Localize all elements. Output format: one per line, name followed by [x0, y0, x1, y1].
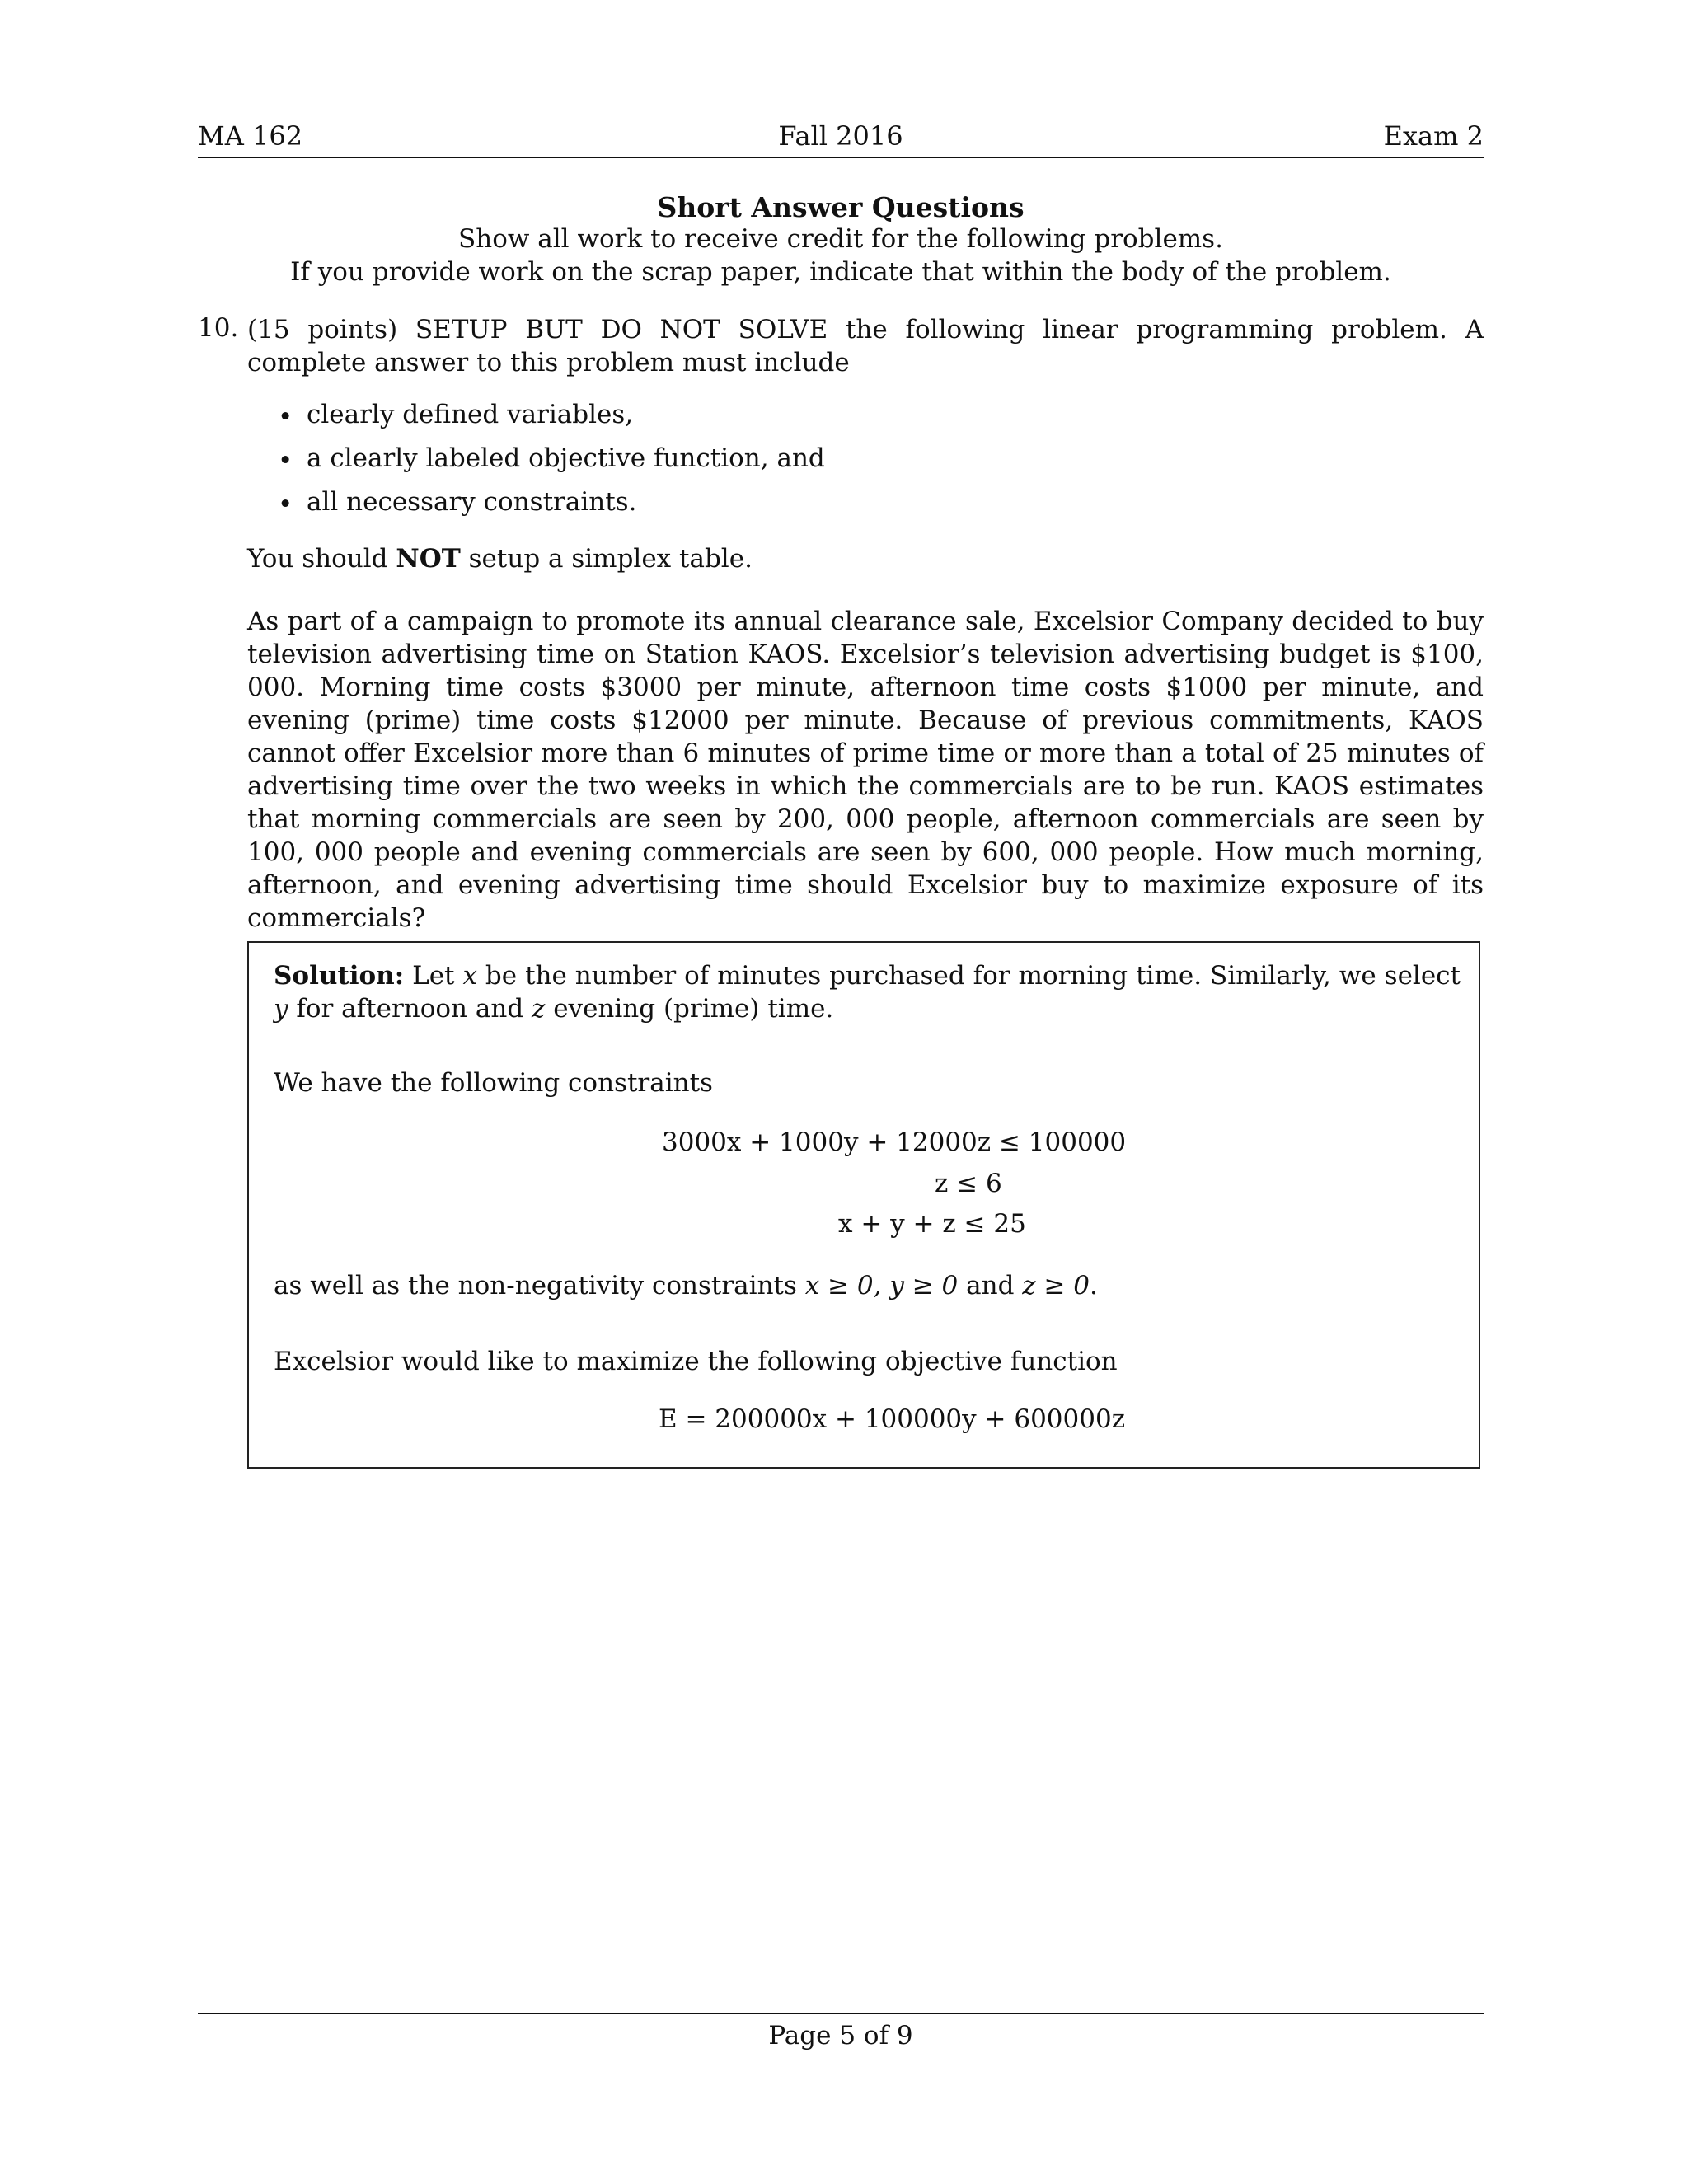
- bullet-dot: •: [278, 490, 293, 519]
- question-intro: (15 points) SETUP BUT DO NOT SOLVE the following linear programming problem. A complete answer to this problem must include: [247, 315, 1484, 377]
- requirement-item: all necessary constraints.: [307, 487, 637, 517]
- constraint-total-time: x + y + z ≤ 25: [838, 1209, 1026, 1239]
- page-header: [198, 120, 1484, 158]
- solution-label: Solution:: [274, 961, 405, 991]
- constraints-intro: We have the following constraints: [274, 1068, 713, 1098]
- bullet-dot: •: [278, 446, 293, 476]
- page-footer: [198, 2013, 1484, 2050]
- problem-statement: As part of a campaign to promote its annual clearance sale, Excelsior Company decided to buy television advertising time on Station KAOS. Excelsior’s television advertising budget is $100, 000. Morning time costs $3000 per minute, afternoon time costs $1000 per minute, and evening (prime) time costs $12000 per minute. Because of previous commitments, KAOS cannot offer Excelsior more than 6 minutes of prime time or more than a total of 25 minutes of advertising time over the two weeks in which the commercials are to be run. KAOS estimates that morning commercials are seen by 200, 000 people, afternoon commercials are seen by 100, 000 people and evening commercials are seen by 600, 000 people. How much morning, afternoon, and evening advertising time should Excelsior buy to maximize exposure of its commercials?: [247, 607, 1484, 933]
- var-z: z: [532, 994, 546, 1024]
- section-title: Short Answer Questions: [657, 191, 1025, 223]
- objective-function: E = 200000x + 100000y + 600000z: [659, 1404, 1126, 1434]
- simplex-note: You should NOT setup a simplex table.: [247, 544, 753, 574]
- bullet-dot: •: [278, 402, 293, 432]
- requirement-item: clearly defined variables,: [307, 400, 634, 429]
- question-number: 10.: [198, 313, 239, 343]
- non-negativity-line: as well as the non-negativity constraints x ≥ 0, y ≥ 0 and z ≥ 0.: [274, 1271, 1098, 1301]
- requirement-item: a clearly labeled objective function, and: [307, 443, 825, 473]
- emphasis-not: NOT: [396, 544, 461, 574]
- term: Fall 2016: [778, 120, 903, 152]
- objective-intro: Excelsior would like to maximize the following objective function: [274, 1347, 1118, 1376]
- page-number: Page 5 of 9: [768, 2021, 913, 2050]
- var-x: x: [462, 961, 477, 991]
- constraint-prime-time: z ≤ 6: [935, 1169, 1002, 1198]
- exam-label: Exam 2: [1383, 120, 1484, 152]
- solution-box: [247, 941, 1480, 1469]
- course-code: MA 162: [198, 120, 303, 152]
- solution-intro: Solution: Let x be the number of minutes purchased for morning time. Similarly, we select y for afternoon and z evening (prime) time.: [274, 961, 1461, 1024]
- constraint-budget: 3000x + 1000y + 12000z ≤ 100000: [662, 1127, 1127, 1157]
- instruction-line-1: Show all work to receive credit for the following problems.: [458, 224, 1223, 254]
- var-y: y: [274, 994, 288, 1024]
- instruction-line-2: If you provide work on the scrap paper, indicate that within the body of the problem.: [290, 257, 1391, 287]
